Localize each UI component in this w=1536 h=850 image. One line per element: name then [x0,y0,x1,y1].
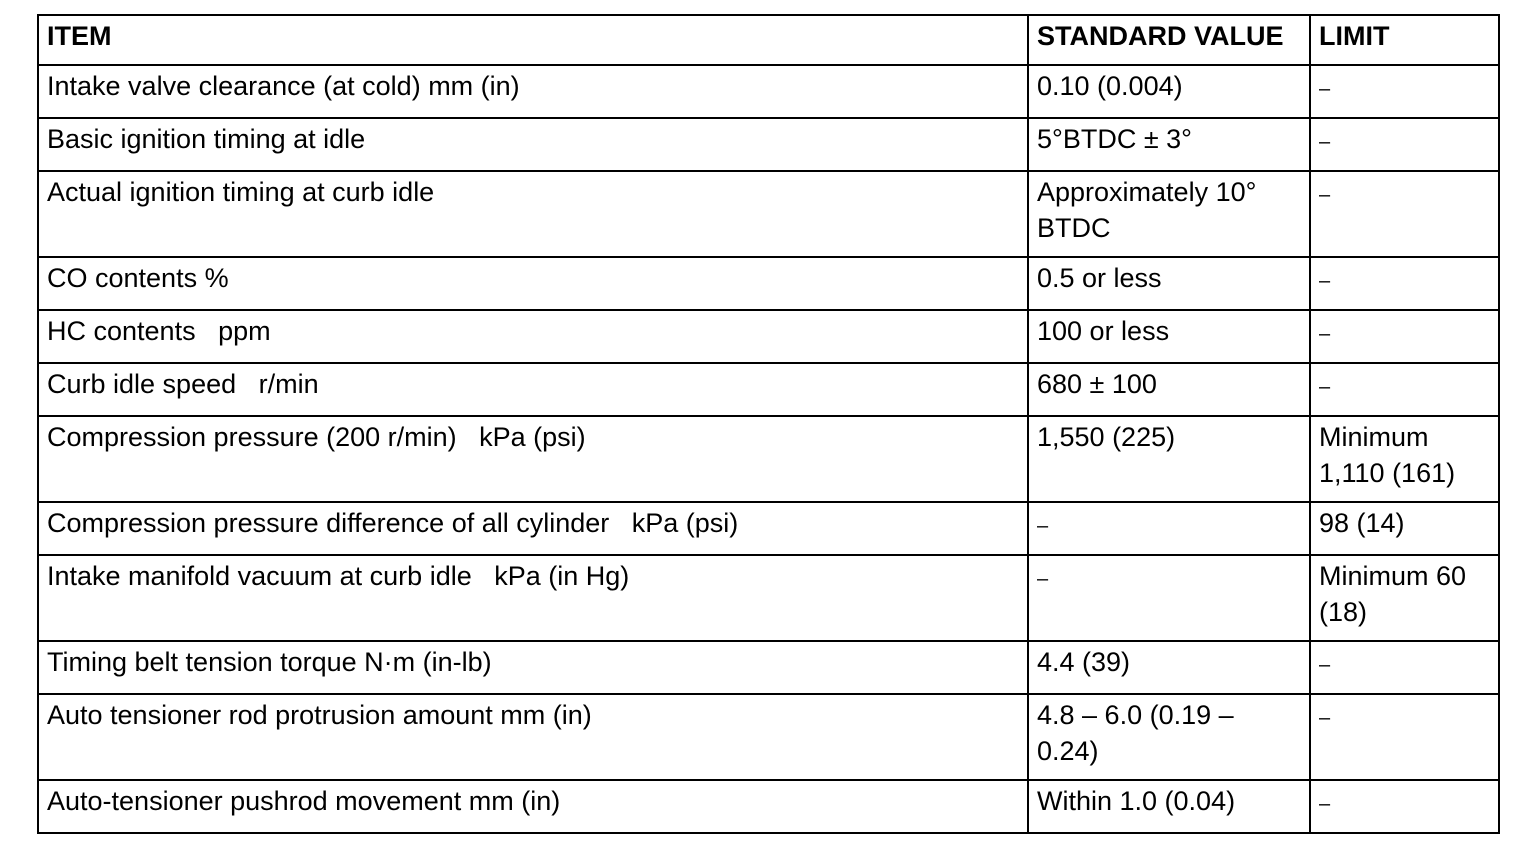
limit-value: – [1319,184,1331,206]
standard-value-cell: 0.10 (0.004) [1028,65,1310,118]
standard-value-cell: 4.4 (39) [1028,641,1310,694]
item-cell: Intake manifold vacuum at curb idle kPa (in Hg) [38,555,1028,641]
table-row [38,118,1499,171]
limit-value: – [1319,78,1331,100]
item-cell: CO contents % [38,257,1028,310]
item-cell: Compression pressure (200 r/min) kPa (psi) [38,416,1028,502]
limit-value: – [1319,270,1331,292]
standard-value-cell [1028,555,1310,641]
item-cell: Auto-tensioner pushrod movement mm (in) [38,780,1028,833]
limit-cell [1310,363,1499,416]
standard-value-cell: Within 1.0 (0.04) [1028,780,1310,833]
header-item: ITEM [38,15,1028,65]
table-row [38,555,1499,641]
limit-value: – [1319,376,1331,398]
item-cell: HC contents ppm [38,310,1028,363]
limit-cell [1310,780,1499,833]
item-cell: Actual ignition timing at curb idle [38,171,1028,257]
standard-value: – [1037,515,1049,537]
standard-value-cell: 680 ± 100 [1028,363,1310,416]
table-row [38,310,1499,363]
limit-cell: Minimum 60 (18) [1310,555,1499,641]
limit-cell [1310,257,1499,310]
table-row [38,694,1499,780]
item-cell: Curb idle speed r/min [38,363,1028,416]
table-row [38,502,1499,555]
item-cell: Compression pressure difference of all cylinder kPa (psi) [38,502,1028,555]
standard-value-cell: 5°BTDC ± 3° [1028,118,1310,171]
limit-cell: 98 (14) [1310,502,1499,555]
limit-cell [1310,171,1499,257]
header-row [38,15,1499,65]
standard-value: – [1037,568,1049,590]
header-limit: LIMIT [1310,15,1499,65]
table-row [38,641,1499,694]
limit-value: – [1319,131,1331,153]
item-cell: Intake valve clearance (at cold) mm (in) [38,65,1028,118]
table-row [38,65,1499,118]
specification-table [37,14,1500,834]
table-row [38,171,1499,257]
limit-value: – [1319,793,1331,815]
table-row [38,416,1499,502]
item-cell: Timing belt tension torque N·m (in-lb) [38,641,1028,694]
table-row [38,257,1499,310]
item-cell: Basic ignition timing at idle [38,118,1028,171]
standard-value-cell: 100 or less [1028,310,1310,363]
limit-value: – [1319,654,1331,676]
limit-cell [1310,694,1499,780]
standard-value-cell: 4.8 – 6.0 (0.19 – 0.24) [1028,694,1310,780]
limit-value: – [1319,323,1331,345]
limit-cell [1310,310,1499,363]
limit-value: – [1319,707,1331,729]
standard-value-cell: 1,550 (225) [1028,416,1310,502]
limit-cell [1310,641,1499,694]
header-standard-value: STANDARD VALUE [1028,15,1310,65]
limit-cell: Minimum 1,110 (161) [1310,416,1499,502]
standard-value-cell [1028,502,1310,555]
item-cell: Auto tensioner rod protrusion amount mm (in) [38,694,1028,780]
standard-value-cell: Approximately 10° BTDC [1028,171,1310,257]
limit-cell [1310,118,1499,171]
limit-cell [1310,65,1499,118]
table-row [38,363,1499,416]
standard-value-cell: 0.5 or less [1028,257,1310,310]
table-row [38,780,1499,833]
